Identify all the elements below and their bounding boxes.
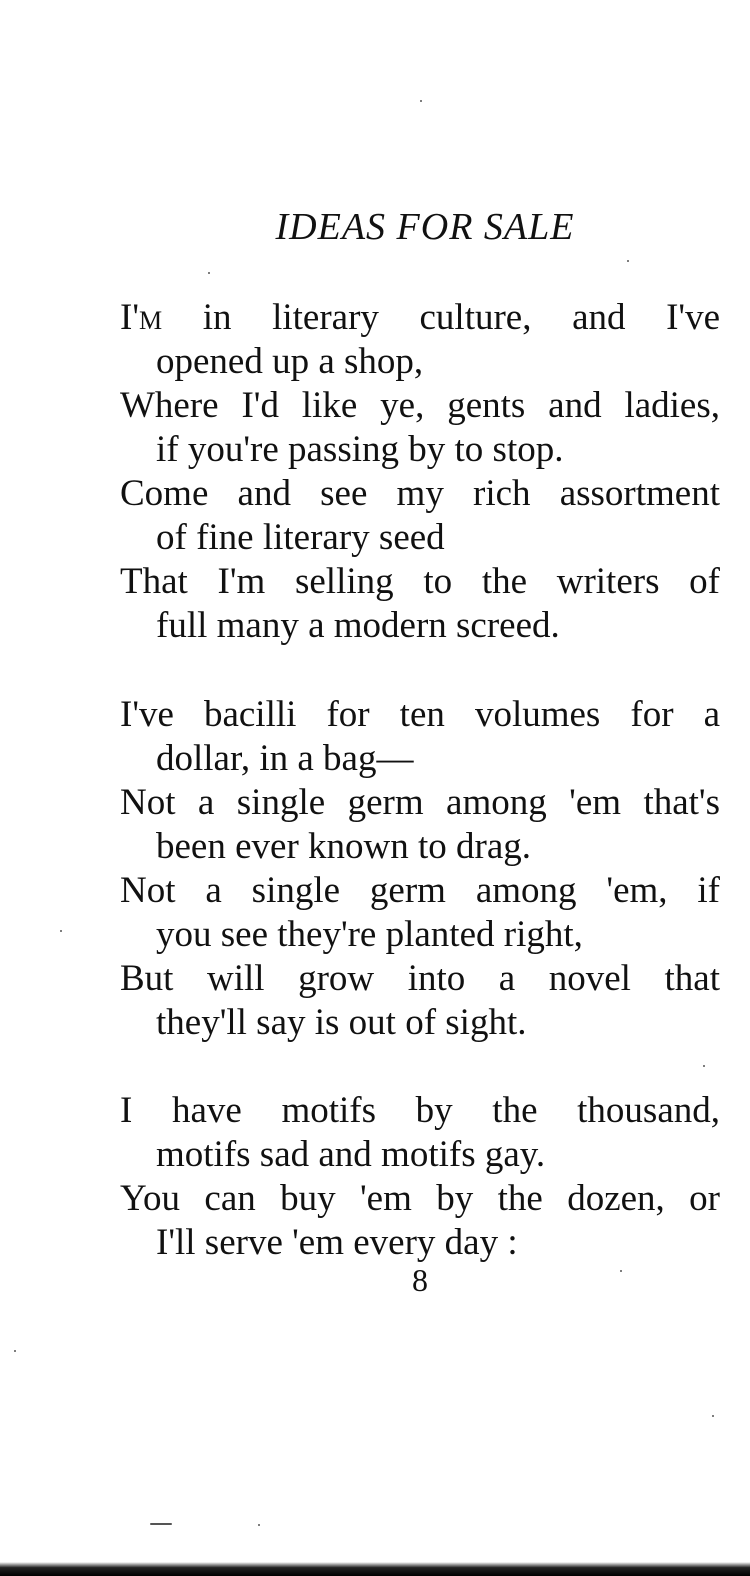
scan-speck [703,1065,705,1067]
verse-line-first: I've bacilli for ten volumes for a [120,694,720,735]
stanza-3 [120,1089,720,1265]
verse-line-first: Where I'd like ye, gents and ladies, [120,385,720,426]
page-title: IDEAS FOR SALE [275,206,575,248]
verse-line [120,693,720,781]
verse-line-continuation: they'll say is out of sight. [156,1002,527,1043]
scan-speck [420,100,422,102]
scan-speck [712,1415,714,1417]
verse-line [120,472,720,560]
scan-speck [258,1524,260,1526]
verse-line-continuation: opened up a shop, [156,341,424,382]
verse-line [120,1089,720,1177]
verse-line-first: But will grow into a novel that [120,958,720,999]
verse-line [120,781,720,869]
verse-line-continuation: I'll serve 'em every day : [156,1222,518,1263]
scan-speck [60,930,62,932]
stanza-1 [120,296,720,648]
verse-line [120,384,720,472]
verse-line-first: You can buy 'em by the dozen, or [120,1178,720,1219]
verse-line-continuation: of fine literary seed [156,517,445,558]
verse-line [120,1177,720,1265]
scan-speck [620,1270,622,1272]
verse-line [120,560,720,648]
scan-speck [14,1350,16,1352]
verse-line-first: Not a single germ among 'em that's [120,782,720,823]
scan-edge-bar [0,1562,750,1576]
verse-line-first: Not a single germ among 'em, if [120,870,720,911]
verse-line-continuation: full many a modern screed. [156,605,560,646]
page-number: 8 [412,1262,428,1298]
verse-line-continuation: you see they're planted right, [156,914,583,955]
verse-line [120,869,720,957]
verse-line-continuation: if you're passing by to stop. [156,429,564,470]
verse-line-first: Come and see my rich assortment [120,473,720,514]
verse-line-first: I have motifs by the thousand, [120,1090,720,1131]
verse-line-continuation: been ever known to drag. [156,826,532,867]
scan-speck [208,272,210,274]
scan-speck [627,260,629,262]
verse-line-first: That I'm selling to the writers of [120,561,720,602]
verse-line-continuation: motifs sad and motifs gay. [156,1134,546,1175]
verse-line [120,296,720,384]
scan-speck [150,1523,172,1525]
stanza-2 [120,693,720,1045]
verse-line [120,957,720,1045]
verse-line-continuation: dollar, in a bag— [156,738,414,779]
verse-line-first: I'm in literary culture, and I've [120,297,720,338]
